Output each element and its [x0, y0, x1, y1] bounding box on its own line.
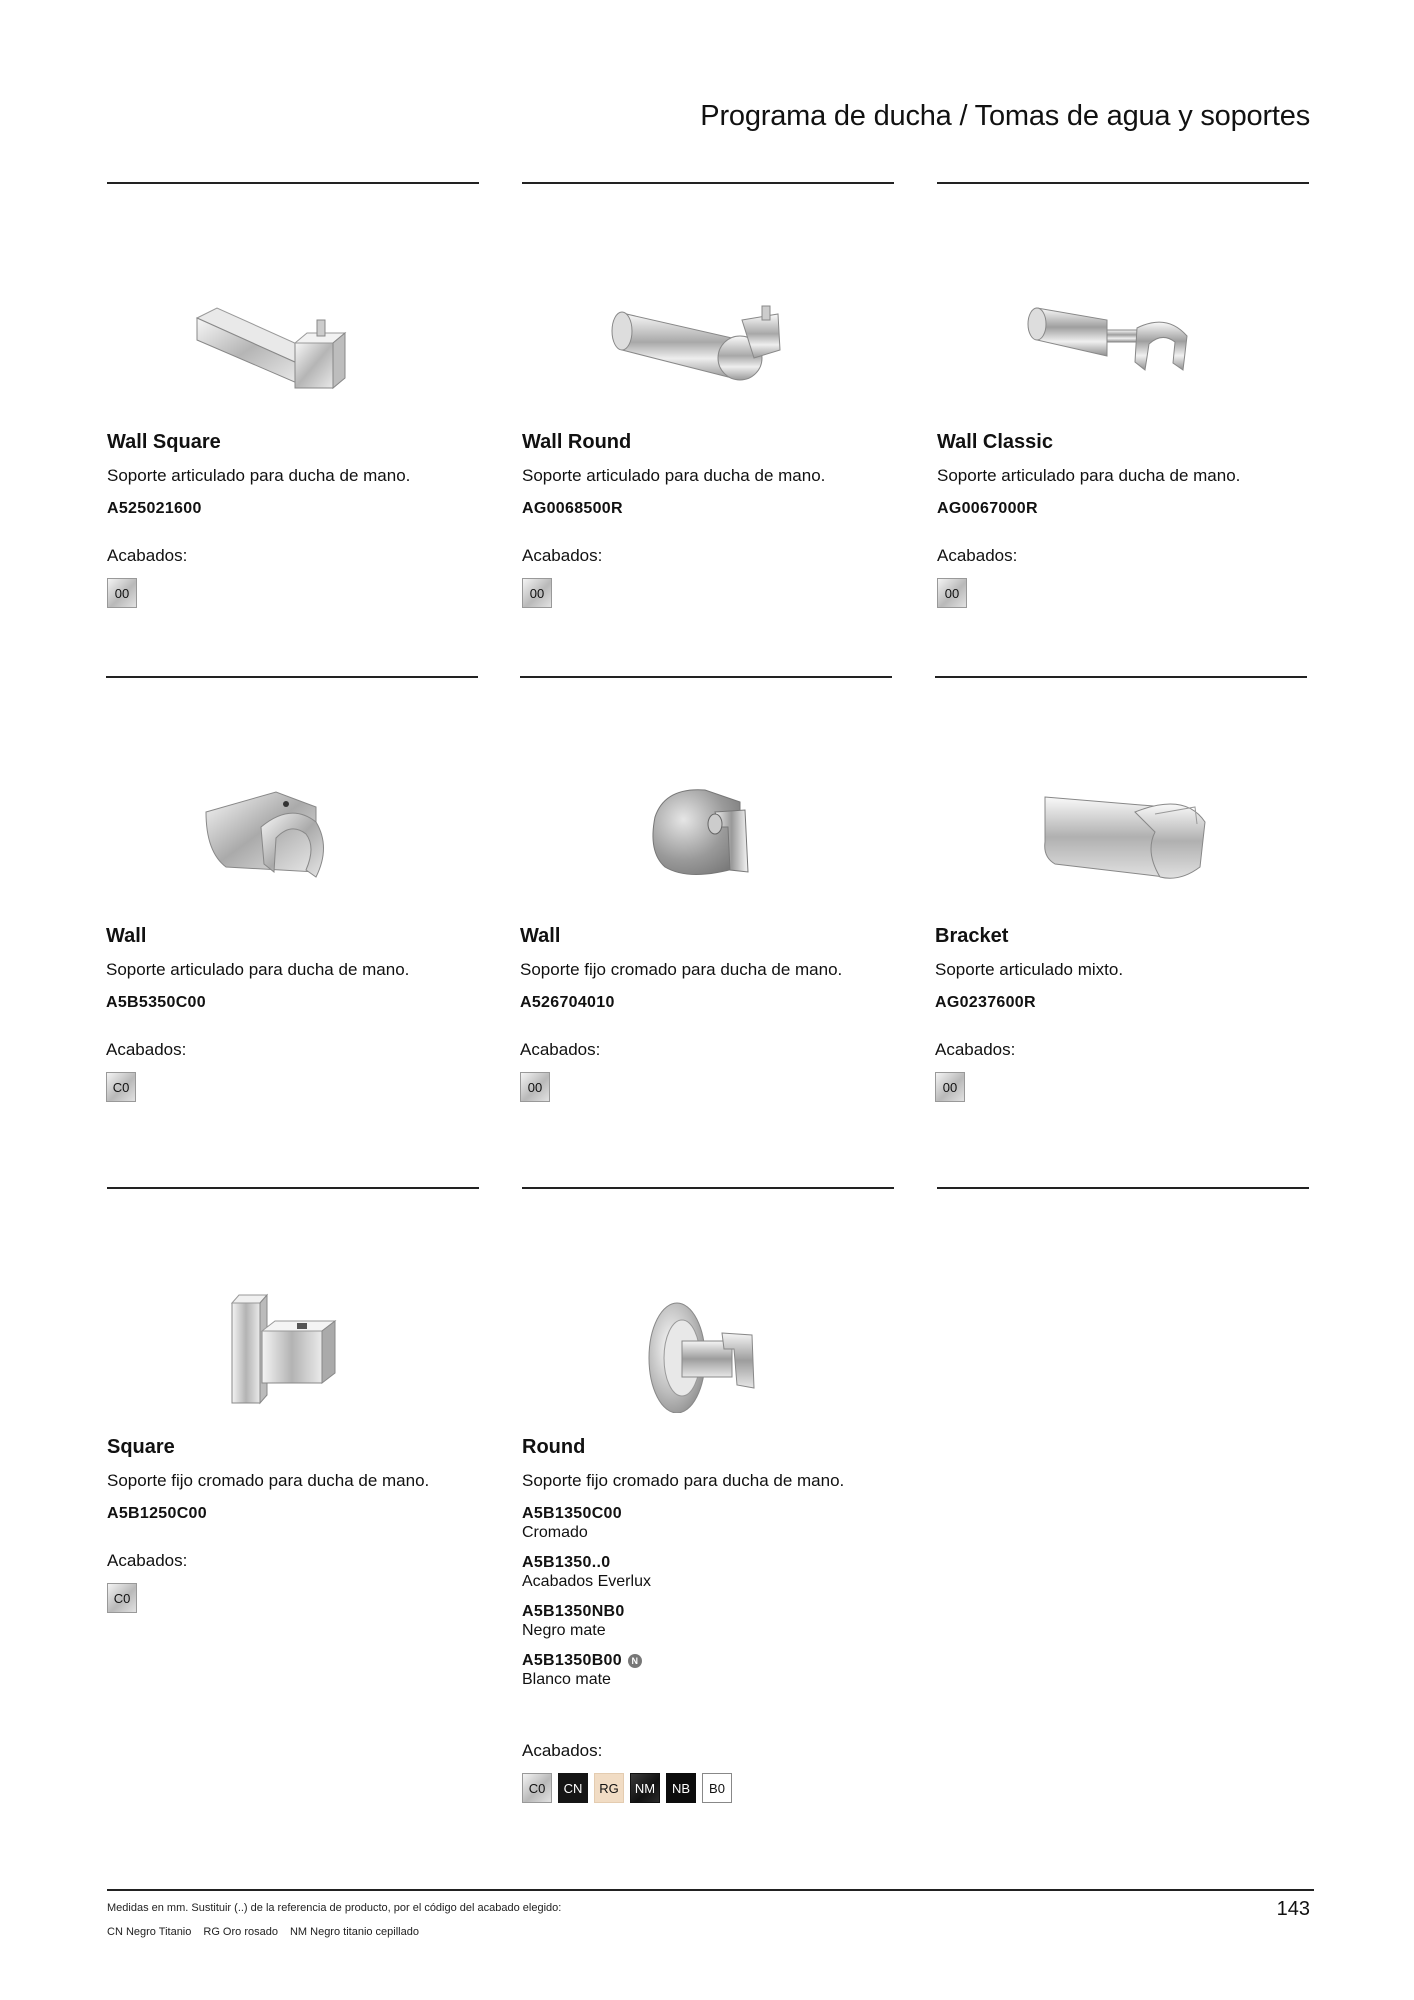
page-title: Programa de ducha / Tomas de agua y soportes [700, 100, 1310, 132]
finish-swatch-chrome: 00 [937, 578, 967, 608]
product-image-wall-round [582, 258, 822, 408]
legend-item: CN Negro Titanio [107, 1926, 192, 1938]
finish-swatch-negro-cepillado: NM [630, 1773, 660, 1803]
product-code: AG0068500R [522, 500, 623, 517]
finishes-label: Acabados: [935, 1040, 1016, 1059]
new-badge-icon: N [628, 1654, 642, 1668]
product-code: A525021600 [107, 500, 202, 517]
product-image-wall-fijo [580, 752, 820, 902]
finish-swatches [937, 578, 967, 608]
variant-code: A5B1350..0 [522, 1554, 611, 1571]
finish-swatch-oro-rosado: RG [594, 1773, 624, 1803]
section-divider [935, 676, 1307, 678]
product-image-round [582, 1263, 822, 1413]
finish-legend [107, 1926, 419, 1938]
legend-item: RG Oro rosado [203, 1926, 278, 1938]
page-number: 143 [1276, 1898, 1310, 1920]
variant-item [522, 1652, 882, 1689]
variant-description: Negro mate [522, 1622, 606, 1639]
variant-code: A5B1350B00 [522, 1652, 622, 1669]
product-code: A5B1250C00 [107, 1505, 207, 1522]
finish-swatch-chrome: C0 [106, 1072, 136, 1102]
product-name: Round [522, 1436, 586, 1458]
finish-swatch-negro-mate: NB [666, 1773, 696, 1803]
product-image-bracket [995, 752, 1235, 902]
product-code: A5B5350C00 [106, 994, 206, 1011]
variant-description: Blanco mate [522, 1671, 611, 1688]
variant-item [522, 1505, 882, 1542]
finish-swatch-chrome: C0 [522, 1773, 552, 1803]
finish-swatches [107, 578, 137, 608]
variant-item [522, 1554, 882, 1591]
product-description: Soporte articulado para ducha de mano. [106, 960, 410, 979]
product-name: Square [107, 1436, 175, 1458]
product-description: Soporte articulado mixto. [935, 960, 1124, 979]
section-divider [522, 182, 894, 184]
product-description: Soporte articulado para ducha de mano. [522, 466, 826, 485]
finishes-label: Acabados: [937, 546, 1018, 565]
finishes-label: Acabados: [520, 1040, 601, 1059]
section-divider [937, 1187, 1309, 1189]
product-description: Soporte fijo cromado para ducha de mano. [520, 960, 843, 979]
finishes-label: Acabados: [107, 1551, 188, 1570]
variant-item [522, 1603, 882, 1640]
legend-item: NM Negro titanio cepillado [289, 1926, 419, 1938]
product-description: Soporte articulado para ducha de mano. [107, 466, 411, 485]
section-divider [107, 1187, 479, 1189]
product-description: Soporte articulado para ducha de mano. [937, 466, 1241, 485]
finish-swatch-chrome: 00 [522, 578, 552, 608]
product-name: Wall Classic [937, 431, 1053, 453]
finish-swatches [520, 1072, 550, 1102]
section-divider [520, 676, 892, 678]
product-name: Wall [520, 925, 561, 947]
product-image-wall-square [167, 258, 407, 408]
product-image-square [167, 1263, 407, 1413]
section-divider [937, 182, 1309, 184]
footer-divider [107, 1889, 1314, 1891]
finish-swatch-chrome: 00 [935, 1072, 965, 1102]
section-divider [106, 676, 478, 678]
finish-swatches [522, 578, 552, 608]
footer-note: Medidas en mm. Sustituir (..) de la referencia de producto, por el código del acabado elegido: [107, 1902, 562, 1914]
product-code: A526704010 [520, 994, 615, 1011]
finish-swatches [106, 1072, 136, 1102]
product-description: Soporte fijo cromado para ducha de mano. [522, 1471, 845, 1490]
section-divider [522, 1187, 894, 1189]
product-image-wall-articulado [166, 752, 406, 902]
variant-description: Acabados Everlux [522, 1573, 651, 1590]
finishes-label: Acabados: [107, 546, 188, 565]
product-code: AG0067000R [937, 500, 1038, 517]
finish-swatches [107, 1583, 137, 1613]
product-description: Soporte fijo cromado para ducha de mano. [107, 1471, 430, 1490]
product-name: Wall Square [107, 431, 221, 453]
product-code: AG0237600R [935, 994, 1036, 1011]
variant-code: A5B1350NB0 [522, 1603, 625, 1620]
variant-code: A5B1350C00 [522, 1505, 622, 1522]
variant-code-with-badge [522, 1652, 882, 1670]
product-name: Wall [106, 925, 147, 947]
finish-swatches [935, 1072, 965, 1102]
finishes-label: Acabados: [106, 1040, 187, 1059]
finish-swatch-blanco-mate: B0 [702, 1773, 732, 1803]
product-name: Wall Round [522, 431, 632, 453]
product-image-wall-classic [997, 258, 1237, 408]
variant-description: Cromado [522, 1524, 588, 1541]
finishes-label: Acabados: [522, 546, 603, 565]
finishes-label: Acabados: [522, 1741, 603, 1760]
product-name: Bracket [935, 925, 1009, 947]
finish-swatch-chrome: 00 [520, 1072, 550, 1102]
section-divider [107, 182, 479, 184]
finish-swatches [522, 1773, 732, 1803]
variant-list [522, 1505, 882, 1701]
finish-swatch-chrome: 00 [107, 578, 137, 608]
finish-swatch-chrome: C0 [107, 1583, 137, 1613]
finish-swatch-negro-titanio: CN [558, 1773, 588, 1803]
